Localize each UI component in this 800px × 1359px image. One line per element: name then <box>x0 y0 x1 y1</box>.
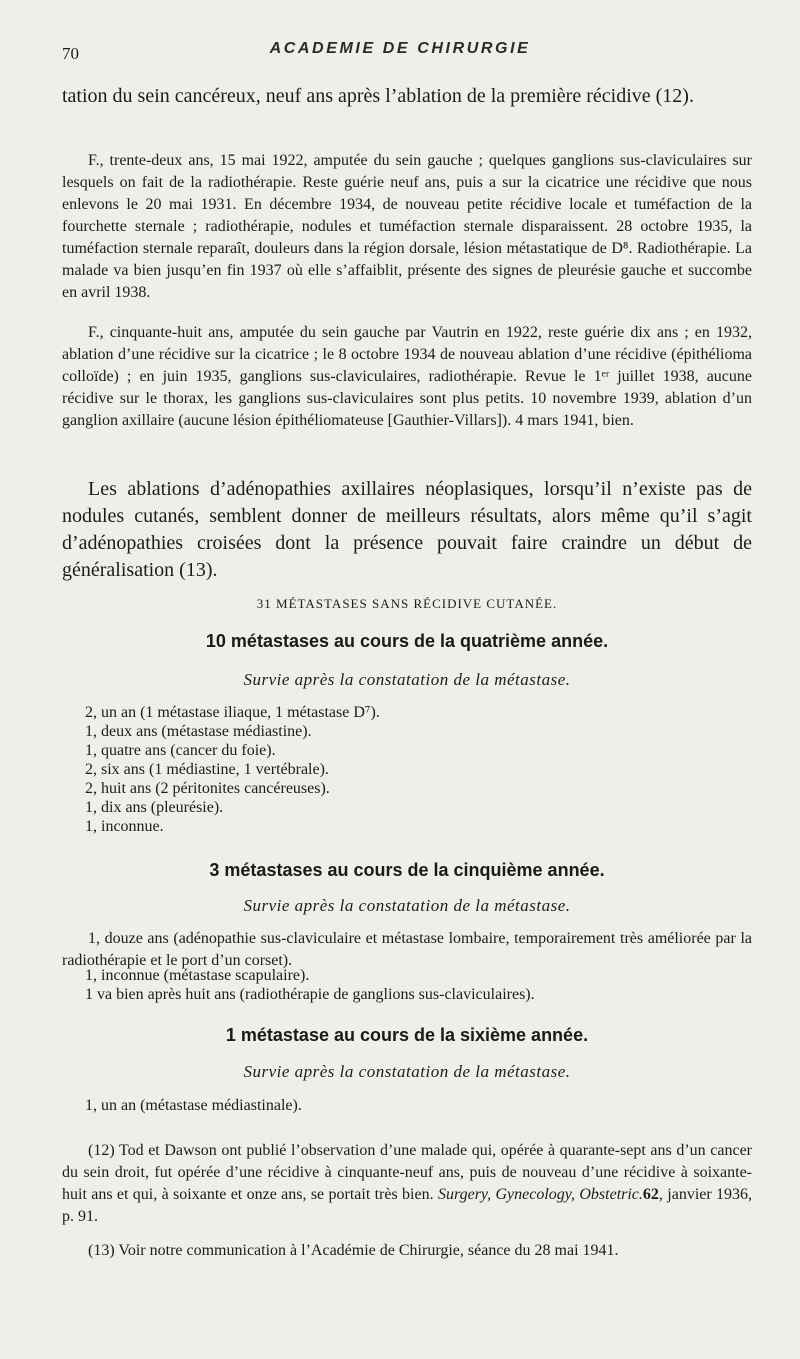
list-item: 1, inconnue (métastase scapulaire). <box>85 967 310 984</box>
footnote-12-volume: 62 <box>642 1186 659 1203</box>
list-item: 2, huit ans (2 péritonites cancéreuses). <box>85 780 330 797</box>
group-subheading-5th-year: Survie après la constatation de la métastase. <box>243 896 571 915</box>
list-item: 2, un an (1 métastase iliaque, 1 métastase D⁷). <box>85 704 380 721</box>
group-subheading-4th-year: Survie après la constatation de la métastase. <box>243 670 571 689</box>
list-item: 1, inconnue. <box>85 818 164 835</box>
list-item: 1, quatre ans (cancer du foie). <box>85 742 276 759</box>
running-title: ACADEMIE DE CHIRURGIE <box>269 40 531 57</box>
group-heading-6th-year: 1 métastase au cours de la sixième année. <box>225 1025 589 1045</box>
list-item: 1, douze ans (adénopathie sus-claviculaire et métastase lombaire, temporairement très améliorée par la radiothérapie et le port d’un corset). <box>62 930 752 969</box>
metastasis-list-5th-year <box>85 966 752 1004</box>
footnote-12-text: (12) Tod et Dawson ont publié l’observation d’une malade qui, opérée à quarante-sept ans d’un cancer du sein droit, fut opérée d’une récidive à cinquante-neuf ans, puis de nouveau d’une récidive à soixante-huit ans et qui, à soixante et onze ans, se portait très bien. <box>62 1142 752 1203</box>
group-subheading-6th-year: Survie après la constatation de la métastase. <box>243 1062 571 1081</box>
list-item: 1, dix ans (pleurésie). <box>85 799 224 816</box>
page-number: 70 <box>62 44 79 63</box>
page-header <box>62 40 738 66</box>
section-title: 31 MÉTASTASES SANS RÉCIDIVE CUTANÉE. <box>256 596 558 611</box>
list-item: 1, un an (métastase médiastinale). <box>85 1097 302 1114</box>
case-report-2: F., cinquante-huit ans, amputée du sein gauche par Vautrin en 1922, reste guérie dix ans ; en 1932, ablation d’une récidive sur la cicatrice ; le 8 octobre 1934 de nouveau ablation d’une récidive (épithélioma colloïde) ; en juin 1935, ganglions sus-claviculaires, radiothérapie. Revue le 1ᵉʳ juillet 1938, aucune récidive sur le thorax, les ganglions sus-claviculaires sont plus petits. 10 novembre 1939, ablation d’un ganglion axillaire (aucune lésion épithéliomateuse [Gauthier-Villars]). 4 mars 1941, bien. <box>62 324 752 429</box>
footnote-12 <box>62 1140 752 1228</box>
group-heading-5th-year: 3 métastases au cours de la cinquième année. <box>209 860 605 880</box>
list-item: 2, six ans (1 médiastine, 1 vertébrale). <box>85 761 329 778</box>
metastasis-list-4th-year <box>85 703 752 836</box>
footnote-13: (13) Voir notre communication à l’Académie de Chirurgie, séance du 28 mai 1941. <box>88 1242 619 1259</box>
list-item: 1 va bien après huit ans (radiothérapie de ganglions sus-claviculaires). <box>85 986 535 1003</box>
group-heading-4th-year: 10 métastases au cours de la quatrième année. <box>205 631 609 651</box>
main-paragraph: Les ablations d’adénopathies axillaires néoplasiques, lorsqu’il n’existe pas de nodules cutanés, semblent donner de meilleurs résultats, alors même qu’il s’agit d’adénopathies croisées dont la présence pouvait faire craindre un début de généralisation (13). <box>62 478 752 581</box>
list-item: 1, deux ans (métastase médiastine). <box>85 723 312 740</box>
intro-paragraph: tation du sein cancéreux, neuf ans après l’ablation de la première récidive (12). <box>62 85 694 107</box>
case-report-1: F., trente-deux ans, 15 mai 1922, amputée du sein gauche ; quelques ganglions sus-claviculaires sur lesquels on fait de la radiothérapie. Reste guérie neuf ans, puis a sur la cicatrice une récidive que nous enlevons le 20 mai 1931. En décembre 1934, de nouveau petite récidive locale et tuméfaction de la fourchette sternale ; radiothérapie, nodules et tuméfaction sternale disparaissent. 28 octobre 1935, la tuméfaction sternale reparaît, douleurs dans la région dorsale, lésion métastatique de D⁸. Radiothérapie. La malade va bien jusqu’en fin 1937 où elle s’affaiblit, présente des signes de pleurésie gauche et succombe en avril 1938. <box>62 152 752 301</box>
metastasis-list-6th-year <box>85 1096 752 1115</box>
footnote-12-journal: Surgery, Gynecology, Obstetric. <box>437 1186 643 1203</box>
footnote-12-tail: , janvier 1936, p. 91. <box>62 1186 753 1225</box>
